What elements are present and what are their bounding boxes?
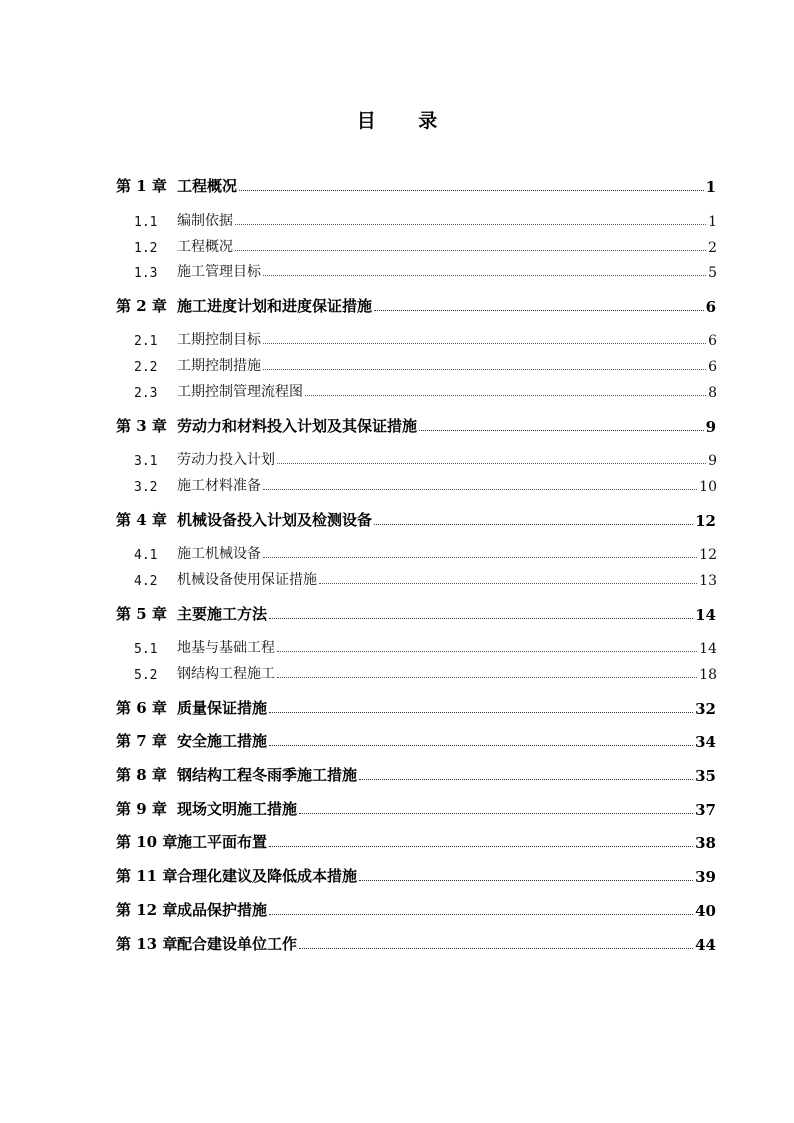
- entry-number: 5.1: [134, 642, 158, 657]
- toc-chapter-entry[interactable]: [116, 898, 716, 920]
- entry-title: 机械设备投入计划及检测设备: [177, 511, 373, 529]
- entry-title: 工期控制目标: [177, 332, 261, 348]
- entry-title: 施工材料准备: [177, 478, 261, 494]
- entry-page-number: 14: [695, 606, 716, 624]
- entry-title: 机械设备使用保证措施: [177, 572, 317, 588]
- toc-chapter-entry[interactable]: [116, 763, 716, 785]
- entry-title: 成品保护措施: [177, 901, 268, 919]
- dot-leader: [269, 744, 693, 746]
- dot-leader: [263, 556, 697, 558]
- entry-page-number: 37: [695, 801, 716, 819]
- entry-title: 配合建设单位工作: [177, 935, 298, 953]
- entry-number: 第 7 章: [116, 732, 167, 750]
- entry-title: 施工机械设备: [177, 546, 261, 562]
- entry-page-number: 14: [699, 641, 717, 657]
- dot-leader: [263, 368, 706, 370]
- entry-title: 工程概况: [177, 177, 238, 195]
- dot-leader: [263, 342, 706, 344]
- toc-section-entry[interactable]: [134, 473, 717, 495]
- entry-title: 工程概况: [177, 239, 233, 255]
- dot-leader: [239, 189, 704, 191]
- dot-leader: [359, 879, 693, 881]
- dot-leader: [299, 812, 693, 814]
- toc-chapter-entry[interactable]: [116, 864, 716, 886]
- toc-chapter-entry[interactable]: [116, 174, 716, 196]
- entry-title: 地基与基础工程: [177, 640, 275, 656]
- dot-leader: [374, 523, 693, 525]
- entry-number: 第 12 章: [116, 901, 178, 919]
- entry-page-number: 40: [695, 902, 716, 920]
- toc-section-entry[interactable]: [134, 635, 717, 657]
- toc-section-entry[interactable]: [134, 327, 717, 349]
- dot-leader: [299, 947, 693, 949]
- entry-title: 安全施工措施: [177, 732, 268, 750]
- dot-leader: [277, 650, 697, 652]
- toc-section-entry[interactable]: [134, 353, 717, 375]
- toc-chapter-entry[interactable]: [116, 830, 716, 852]
- toc-section-entry[interactable]: [134, 567, 717, 589]
- entry-number: 第 3 章: [116, 417, 167, 435]
- entry-page-number: 44: [695, 936, 716, 954]
- entry-page-number: 38: [695, 834, 716, 852]
- entry-number: 3.1: [134, 454, 158, 469]
- entry-page-number: 34: [695, 733, 716, 751]
- dot-leader: [269, 845, 693, 847]
- dot-leader: [263, 488, 697, 490]
- dot-leader: [269, 913, 693, 915]
- entry-page-number: 6: [708, 359, 717, 375]
- entry-number: 1.3: [134, 266, 158, 281]
- entry-page-number: 12: [699, 547, 717, 563]
- toc-chapter-entry[interactable]: [116, 932, 716, 954]
- entry-page-number: 35: [695, 767, 716, 785]
- dot-leader: [374, 309, 704, 311]
- toc-section-entry[interactable]: [134, 208, 717, 230]
- entry-title: 施工平面布置: [177, 833, 268, 851]
- entry-number: 5.2: [134, 668, 158, 683]
- entry-page-number: 10: [699, 479, 717, 495]
- dot-leader: [235, 223, 706, 225]
- entry-number: 3.2: [134, 480, 158, 495]
- dot-leader: [277, 462, 706, 464]
- dot-leader: [263, 274, 706, 276]
- entry-number: 2.1: [134, 334, 158, 349]
- toc-section-entry[interactable]: [134, 234, 717, 256]
- entry-number: 第 2 章: [116, 297, 167, 315]
- toc-section-entry[interactable]: [134, 661, 717, 683]
- entry-title: 工期控制措施: [177, 358, 261, 374]
- dot-leader: [419, 429, 704, 431]
- entry-title: 质量保证措施: [177, 699, 268, 717]
- entry-title: 合理化建议及降低成本措施: [177, 867, 358, 885]
- entry-title: 主要施工方法: [177, 605, 268, 623]
- entry-title: 钢结构工程施工: [177, 666, 275, 682]
- toc-title: 目 录: [356, 110, 456, 132]
- toc-chapter-entry[interactable]: [116, 696, 716, 718]
- entry-title: 劳动力投入计划: [177, 452, 275, 468]
- entry-page-number: 9: [705, 418, 716, 436]
- entry-number: 4.2: [134, 574, 158, 589]
- dot-leader: [269, 711, 693, 713]
- toc-section-entry[interactable]: [134, 379, 717, 401]
- dot-leader: [277, 676, 697, 678]
- toc-chapter-entry[interactable]: [116, 414, 716, 436]
- toc-chapter-entry[interactable]: [116, 797, 716, 819]
- entry-number: 第 9 章: [116, 800, 167, 818]
- toc-chapter-entry[interactable]: [116, 602, 716, 624]
- entry-page-number: 2: [708, 240, 717, 256]
- entry-title: 施工进度计划和进度保证措施: [177, 297, 373, 315]
- entry-number: 第 11 章: [116, 867, 178, 885]
- toc-chapter-entry[interactable]: [116, 508, 716, 530]
- entry-title: 现场文明施工措施: [177, 800, 298, 818]
- entry-title: 劳动力和材料投入计划及其保证措施: [177, 417, 418, 435]
- entry-number: 第 13 章: [116, 935, 178, 953]
- entry-title: 施工管理目标: [177, 264, 261, 280]
- entry-page-number: 13: [699, 573, 717, 589]
- entry-page-number: 1: [705, 178, 716, 196]
- entry-page-number: 6: [708, 333, 717, 349]
- entry-number: 第 10 章: [116, 833, 178, 851]
- entry-number: 2.2: [134, 360, 158, 375]
- toc-chapter-entry[interactable]: [116, 729, 716, 751]
- entry-number: 1.1: [134, 215, 158, 230]
- entry-page-number: 5: [708, 265, 717, 281]
- entry-page-number: 39: [695, 868, 716, 886]
- dot-leader: [235, 249, 706, 251]
- dot-leader: [305, 394, 706, 396]
- entry-page-number: 1: [708, 214, 717, 230]
- dot-leader: [359, 778, 693, 780]
- entry-page-number: 12: [695, 512, 716, 530]
- dot-leader: [319, 582, 697, 584]
- entry-number: 第 4 章: [116, 511, 167, 529]
- entry-number: 2.3: [134, 386, 158, 401]
- entry-number: 1.2: [134, 241, 158, 256]
- entry-title: 工期控制管理流程图: [177, 384, 303, 400]
- entry-number: 4.1: [134, 548, 158, 563]
- entry-number: 第 8 章: [116, 766, 167, 784]
- entry-number: 第 5 章: [116, 605, 167, 623]
- toc-chapter-entry[interactable]: [116, 294, 716, 316]
- entry-title: 编制依据: [177, 213, 233, 229]
- entry-page-number: 8: [708, 385, 717, 401]
- toc-section-entry[interactable]: [134, 259, 717, 281]
- entry-page-number: 32: [695, 700, 716, 718]
- toc-section-entry[interactable]: [134, 541, 717, 563]
- toc-section-entry[interactable]: [134, 447, 717, 469]
- entry-page-number: 9: [708, 453, 717, 469]
- entry-number: 第 1 章: [116, 177, 167, 195]
- entry-page-number: 6: [705, 298, 716, 316]
- entry-title: 钢结构工程冬雨季施工措施: [177, 766, 358, 784]
- dot-leader: [269, 617, 693, 619]
- entry-number: 第 6 章: [116, 699, 167, 717]
- entry-page-number: 18: [699, 667, 717, 683]
